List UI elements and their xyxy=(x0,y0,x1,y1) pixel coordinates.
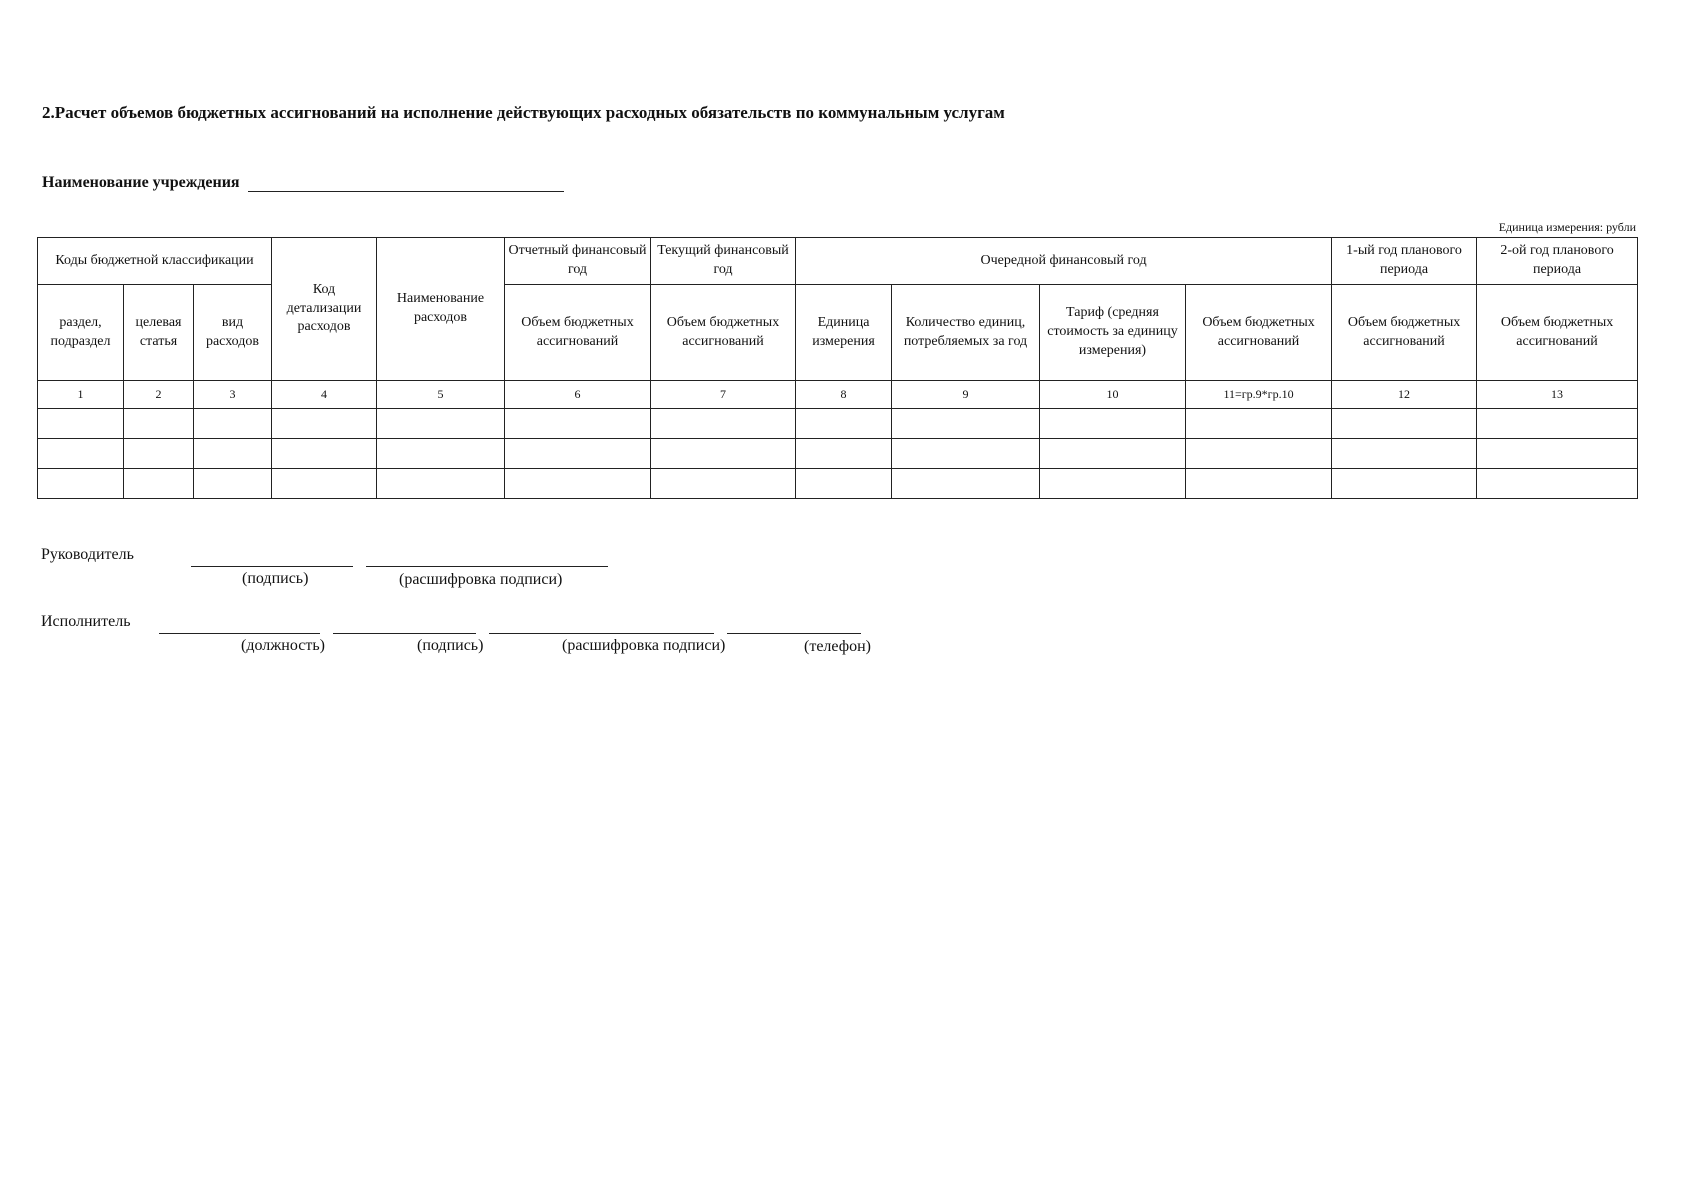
table-row xyxy=(38,439,1638,469)
table-cell[interactable] xyxy=(651,409,796,439)
column-number: 8 xyxy=(796,381,892,409)
institution-blank-line[interactable] xyxy=(248,175,564,192)
table-cell[interactable] xyxy=(1332,469,1477,499)
subheader-unit: Единица измерения xyxy=(796,285,892,381)
table-cell[interactable] xyxy=(1477,469,1638,499)
executor-signature-line[interactable] xyxy=(333,632,476,634)
table-cell[interactable] xyxy=(377,439,505,469)
table-cell[interactable] xyxy=(194,439,272,469)
column-number: 11=гр.9*гр.10 xyxy=(1186,381,1332,409)
table-cell[interactable] xyxy=(505,439,651,469)
subheader-current-volume: Объем бюджетных ассигнований xyxy=(651,285,796,381)
table-cell[interactable] xyxy=(38,409,124,439)
table-cell[interactable] xyxy=(1186,409,1332,439)
head-decode-line[interactable] xyxy=(366,565,608,567)
header-next-year: Очередной финансовый год xyxy=(796,238,1332,285)
header-expense-name: Наименование расходов xyxy=(377,238,505,381)
subheader-tariff: Тариф (средняя стоимость за единицу измерения) xyxy=(1040,285,1186,381)
table-cell[interactable] xyxy=(272,409,377,439)
head-signature-line[interactable] xyxy=(191,565,353,567)
head-label: Руководитель xyxy=(41,546,134,563)
header-plan-year-2: 2-ой год планового периода xyxy=(1477,238,1638,285)
subheader-target-item: целевая статья xyxy=(124,285,194,381)
column-number: 4 xyxy=(272,381,377,409)
column-number: 3 xyxy=(194,381,272,409)
executor-phone-line[interactable] xyxy=(727,632,861,634)
executor-position-caption: (должность) xyxy=(241,637,325,654)
table-cell[interactable] xyxy=(1186,469,1332,499)
column-number: 1 xyxy=(38,381,124,409)
table-row xyxy=(38,469,1638,499)
table-row xyxy=(38,409,1638,439)
column-number: 10 xyxy=(1040,381,1186,409)
table-cell[interactable] xyxy=(194,469,272,499)
table-cell[interactable] xyxy=(505,469,651,499)
table-cell[interactable] xyxy=(124,439,194,469)
budget-calculation-table xyxy=(37,237,1638,499)
institution-label: Наименование учреждения xyxy=(42,174,240,191)
table-cell[interactable] xyxy=(892,409,1040,439)
table-cell[interactable] xyxy=(272,439,377,469)
subheader-expense-type: вид расходов xyxy=(194,285,272,381)
table-cell[interactable] xyxy=(1477,439,1638,469)
table-cell[interactable] xyxy=(892,469,1040,499)
table-header-row xyxy=(38,238,1638,285)
header-plan-year-1: 1-ый год планового периода xyxy=(1332,238,1477,285)
header-budget-codes: Коды бюджетной классификации xyxy=(38,238,272,285)
executor-phone-caption: (телефон) xyxy=(804,638,871,655)
executor-label: Исполнитель xyxy=(41,613,131,630)
subheader-plan2-volume: Объем бюджетных ассигнований xyxy=(1477,285,1638,381)
table-cell[interactable] xyxy=(1332,409,1477,439)
header-current-year: Текущий финансовый год xyxy=(651,238,796,285)
head-sign-caption: (подпись) xyxy=(242,570,309,587)
executor-decode-caption: (расшифровка подписи) xyxy=(562,637,726,654)
table-cell[interactable] xyxy=(892,439,1040,469)
table-cell[interactable] xyxy=(1477,409,1638,439)
table-cell[interactable] xyxy=(651,439,796,469)
table-cell[interactable] xyxy=(124,409,194,439)
table-cell[interactable] xyxy=(38,469,124,499)
subheader-reporting-volume: Объем бюджетных ассигнований xyxy=(505,285,651,381)
column-number: 2 xyxy=(124,381,194,409)
executor-sign-caption: (подпись) xyxy=(417,637,484,654)
column-number: 13 xyxy=(1477,381,1638,409)
executor-position-line[interactable] xyxy=(159,632,320,634)
table-cell[interactable] xyxy=(796,469,892,499)
table-cell[interactable] xyxy=(1040,439,1186,469)
header-detail-code: Код детализации расходов xyxy=(272,238,377,381)
table-cell[interactable] xyxy=(796,409,892,439)
subheader-section: раздел, подраздел xyxy=(38,285,124,381)
column-number: 12 xyxy=(1332,381,1477,409)
unit-note: Единица измерения: рубли xyxy=(1498,220,1636,234)
subheader-quantity: Количество единиц, потребляемых за год xyxy=(892,285,1040,381)
table-cell[interactable] xyxy=(38,439,124,469)
table-cell[interactable] xyxy=(796,439,892,469)
table-cell[interactable] xyxy=(377,409,505,439)
column-number-row xyxy=(38,381,1638,409)
subheader-plan1-volume: Объем бюджетных ассигнований xyxy=(1332,285,1477,381)
table-cell[interactable] xyxy=(1040,409,1186,439)
table-cell[interactable] xyxy=(272,469,377,499)
table-cell[interactable] xyxy=(651,469,796,499)
table-cell[interactable] xyxy=(1186,439,1332,469)
document-title: 2.Расчет объемов бюджетных ассигнований на исполнение действующих расходных обязательств по коммунальным услугам xyxy=(42,103,1005,122)
table-cell[interactable] xyxy=(124,469,194,499)
institution-name-field xyxy=(42,174,564,192)
table-cell[interactable] xyxy=(1040,469,1186,499)
executor-decode-line[interactable] xyxy=(489,632,714,634)
column-number: 9 xyxy=(892,381,1040,409)
header-reporting-year: Отчетный финансовый год xyxy=(505,238,651,285)
column-number: 7 xyxy=(651,381,796,409)
column-number: 6 xyxy=(505,381,651,409)
column-number: 5 xyxy=(377,381,505,409)
head-decode-caption: (расшифровка подписи) xyxy=(399,571,563,588)
table-cell[interactable] xyxy=(377,469,505,499)
table-cell[interactable] xyxy=(1332,439,1477,469)
table-cell[interactable] xyxy=(194,409,272,439)
subheader-next-volume: Объем бюджетных ассигнований xyxy=(1186,285,1332,381)
table-cell[interactable] xyxy=(505,409,651,439)
